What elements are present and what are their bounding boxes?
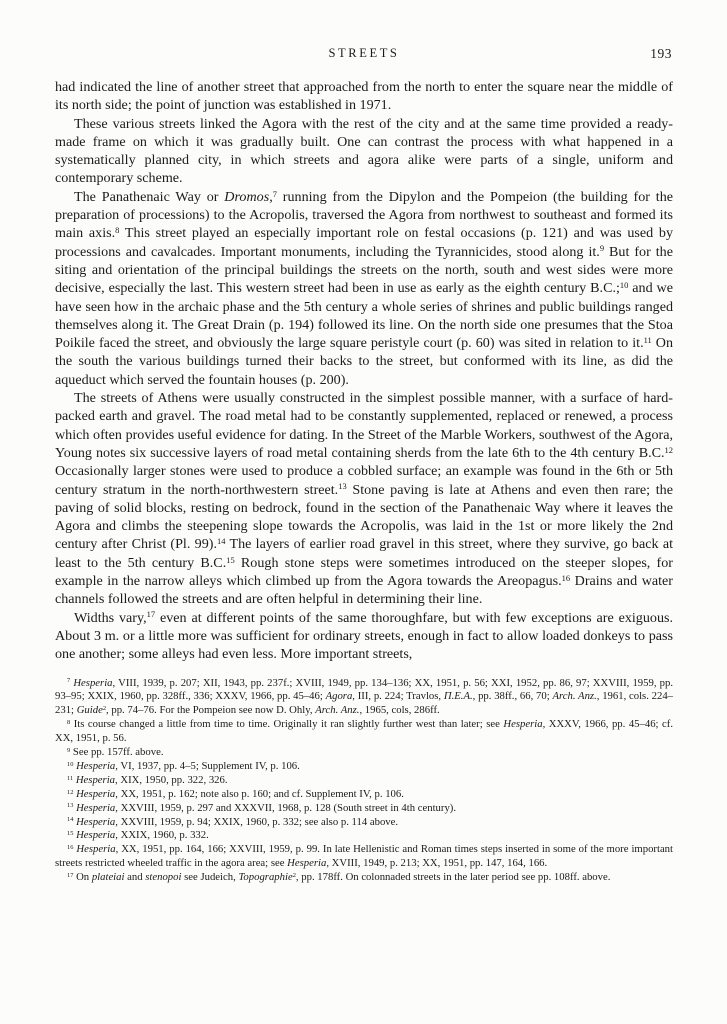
footnote-marker: 17 <box>67 871 74 879</box>
text-run: Rough stone steps were sometimes introduced on the steeper slopes, for example in the narrow alleys which climbed up from the Agora towards the Areopagus. <box>55 554 673 590</box>
text-run: , XX, 1951, pp. 164, 166; XXVIII, 1959, p. 99. In late Hellenistic and Roman times steps inserted in some of the more important streets restricted wheeled traffic in the agora area; see <box>55 843 673 870</box>
paragraph <box>55 78 673 115</box>
text-run: On <box>73 871 92 884</box>
text-run: Occasionally larger stones were used to produce a cobbled surface; an example was found in the 6th or 5th century stratum in the north-northwestern street. <box>55 463 673 498</box>
footnote-marker: 13 <box>67 802 74 810</box>
footnote <box>55 677 673 719</box>
footnote-marker: 16 <box>67 844 74 852</box>
superscript-ref: 17 <box>146 609 156 620</box>
footnote <box>55 746 673 760</box>
text-run: Widths vary, <box>74 609 147 626</box>
text-run: These various streets linked the Agora with the rest of the city and at the same time provided a ready-made frame on which it was gradually built. One can contrast the process with what happened in a systematically planned city, in which streets and agora alike were parts of a single, uniform and contemporary scheme. <box>55 115 673 187</box>
text-run: , XXVIII, 1959, p. 297 and XXXVII, 1968, p. 128 (South street in 4th century). <box>115 801 457 814</box>
text-run: , XX, 1951, p. 162; note also p. 160; and cf. Supplement IV, p. 106. <box>115 787 404 800</box>
superscript-ref: 8 <box>115 225 120 236</box>
italic-text: Hesperia <box>76 843 116 856</box>
text-run: , XVIII, 1949, p. 213; XX, 1951, pp. 147, 164, 166. <box>326 857 548 870</box>
footnote-marker: 7 <box>67 677 71 685</box>
italic-text: plateiai <box>91 871 125 884</box>
running-head-title: STREETS <box>328 46 400 60</box>
text-run: , pp. 38ff., 66, 70; <box>472 690 553 703</box>
text-run: , 1965, cols, 286ff. <box>359 704 440 717</box>
text-run: , XXVIII, 1959, p. 94; XXIX, 1960, p. 332; see also p. 114 above. <box>115 815 399 828</box>
italic-text: Π.Ε.Α. <box>443 690 473 703</box>
text-run: , <box>269 188 273 205</box>
superscript-ref: 15 <box>226 554 235 565</box>
footnote-marker: 14 <box>67 816 74 824</box>
footnote-marker: 11 <box>67 774 74 782</box>
superscript-ref: 10 <box>619 280 629 291</box>
italic-text: Guide <box>76 704 103 717</box>
text-run: , XXIX, 1960, p. 332. <box>115 829 209 842</box>
footnote <box>55 774 673 788</box>
superscript-ref: 13 <box>338 481 347 492</box>
superscript-ref: 2 <box>102 705 107 713</box>
text-run: On the south the various buildings turned their backs to the street, but conformed with its line, as did the aqueduct which served the fountain houses (p. 200). <box>55 335 673 388</box>
paragraph <box>55 609 673 664</box>
text-run: , VI, 1937, pp. 4–5; Supplement IV, p. 106. <box>115 759 300 772</box>
text-run: , pp. 178ff. On colonnaded streets in the later period see pp. 108ff. above. <box>295 871 611 884</box>
text-run: , III, p. 224; Travlos, <box>352 690 444 703</box>
footnote-marker: 8 <box>67 719 71 727</box>
text-run: running from the Dipylon and the Pompeion (the building for the preparation of processions) to the Acropolis, traversed the Agora from northwest to southeast and formed its main axis. <box>55 188 673 242</box>
paragraph <box>55 115 673 188</box>
page-header <box>55 46 673 63</box>
superscript-ref: 11 <box>643 334 652 345</box>
paragraph <box>55 188 673 389</box>
text-run: even at different points of the same thoroughfare, but with few exceptions are exiguous. About 3 m. or a little more was sufficient for ordinary streets, enough in fact to allow loaded donkeys to pass one another; some alleys had even less. More important streets, <box>55 609 673 663</box>
superscript-ref: 7 <box>272 188 277 199</box>
italic-text: Topographie <box>238 871 293 884</box>
italic-text: Hesperia <box>76 829 116 842</box>
text-run: Stone paving is late at Athens and even then rare; the paving of solid blocks, resting on bedrock, found in the section of the Panathenaic Way where it leaves the Agora and climbs the steepening slope towards the Acropolis, was laid in the 1st or more likely the 2nd century after Christ (Pl. 99). <box>55 481 673 553</box>
footnote <box>55 718 673 746</box>
footnote <box>55 760 673 774</box>
superscript-ref: 16 <box>561 572 571 583</box>
italic-text: Hesperia <box>503 718 543 731</box>
footnote <box>55 788 673 802</box>
superscript-ref: 12 <box>664 444 673 455</box>
text-run: see Judeich, <box>181 871 239 884</box>
text-run: , VIII, 1939, p. 207; XII, 1943, pp. 237f.; XVIII, 1949, pp. 134–136; XX, 1951, p. 56; XXI, 1952, pp. 86, 97; XXVIII, 1959, pp. 93–95; XXIX, 1960, pp. 328ff., 336; XXXV, 1966, pp. 45–46; <box>55 676 673 703</box>
page-number: 193 <box>650 46 672 61</box>
italic-text: stenopoi <box>145 871 182 884</box>
italic-text: Hesperia <box>287 857 327 870</box>
text-run: Drains and water channels followed the streets and are often helpful in determining their line. <box>55 573 673 608</box>
text-run: See pp. 157ff. above. <box>70 746 164 759</box>
text-run: , XIX, 1950, pp. 322, 326. <box>115 773 228 786</box>
italic-text: Agora <box>325 690 353 703</box>
footnote-marker: 10 <box>67 760 74 768</box>
footnote <box>55 829 673 843</box>
italic-text: Hesperia <box>73 676 113 689</box>
body-text <box>55 78 673 664</box>
text-run: and <box>124 871 146 884</box>
italic-text: Hesperia <box>76 759 116 772</box>
text-run: The streets of Athens were usually constructed in the simplest possible manner, with a surface of hard-packed earth and gravel. The road metal had to be constantly supplemented, replaced or renewed, a process which often provides useful evidence for dating. In the Street of the Marble Workers, southwest of the Agora, Young notes six successive layers of road metal containing sherds from the late 6th to the 4th century B.C. <box>55 390 673 461</box>
italic-text: Hesperia <box>75 773 116 786</box>
italic-text: Dromos <box>224 188 270 205</box>
text-run: and we have seen how in the archaic phase and the 5th century a whole series of shrines and public buildings ranged themselves along it. The Great Drain (p. 194) followed its line. On the north side one presumes that the Stoa Poikile faced the street, and obviously the large square peristyle court (p. 60) was sited in relation to it. <box>55 280 673 352</box>
text-run: But for the siting and orientation of the principal buildings the streets on the north, south and west sides were more decisive, especially the last. This western street had been in use as early as the eighth century B.C.; <box>55 243 673 297</box>
superscript-ref: 14 <box>216 536 226 547</box>
text-run: The Panathenaic Way or <box>74 188 225 205</box>
italic-text: Hesperia <box>76 815 116 828</box>
footnote <box>55 816 673 830</box>
footnote-marker: 12 <box>67 788 74 796</box>
footnote <box>55 802 673 816</box>
text-run: The layers of earlier road gravel in this street, where they survive, go back at least to the 5th century B.C. <box>55 536 673 571</box>
footnote-marker: 9 <box>67 746 71 754</box>
text-run: Its course changed a little from time to time. Originally it ran slightly further west than later; see <box>70 718 504 731</box>
text-run: This street played an especially important role on festal occasions (p. 121) and was used by processions and cavalcades. Important monuments, including the Tyrannicides, stood along it. <box>55 225 673 260</box>
superscript-ref: 2 <box>292 871 296 879</box>
text-run: , 1961, cols. 224–231; <box>55 690 674 717</box>
footnote <box>55 843 673 871</box>
paragraph <box>55 389 673 609</box>
text-run: , pp. 74–76. For the Pompeion see now D. Ohly, <box>106 704 316 717</box>
superscript-ref: 9 <box>599 243 605 254</box>
italic-text: Hesperia <box>76 801 116 814</box>
footnotes <box>55 677 673 886</box>
italic-text: Hesperia <box>76 787 116 800</box>
italic-text: Arch. Anz. <box>552 690 597 703</box>
text-run: , XXXV, 1966, pp. 45–46; cf. XX, 1951, p. 56. <box>55 718 674 745</box>
footnote <box>55 871 673 885</box>
text-run: had indicated the line of another street that approached from the north to enter the square near the middle of its north side; the point of junction was established in 1971. <box>55 79 673 114</box>
footnote-marker: 15 <box>67 830 74 838</box>
italic-text: Arch. Anz. <box>315 704 360 717</box>
